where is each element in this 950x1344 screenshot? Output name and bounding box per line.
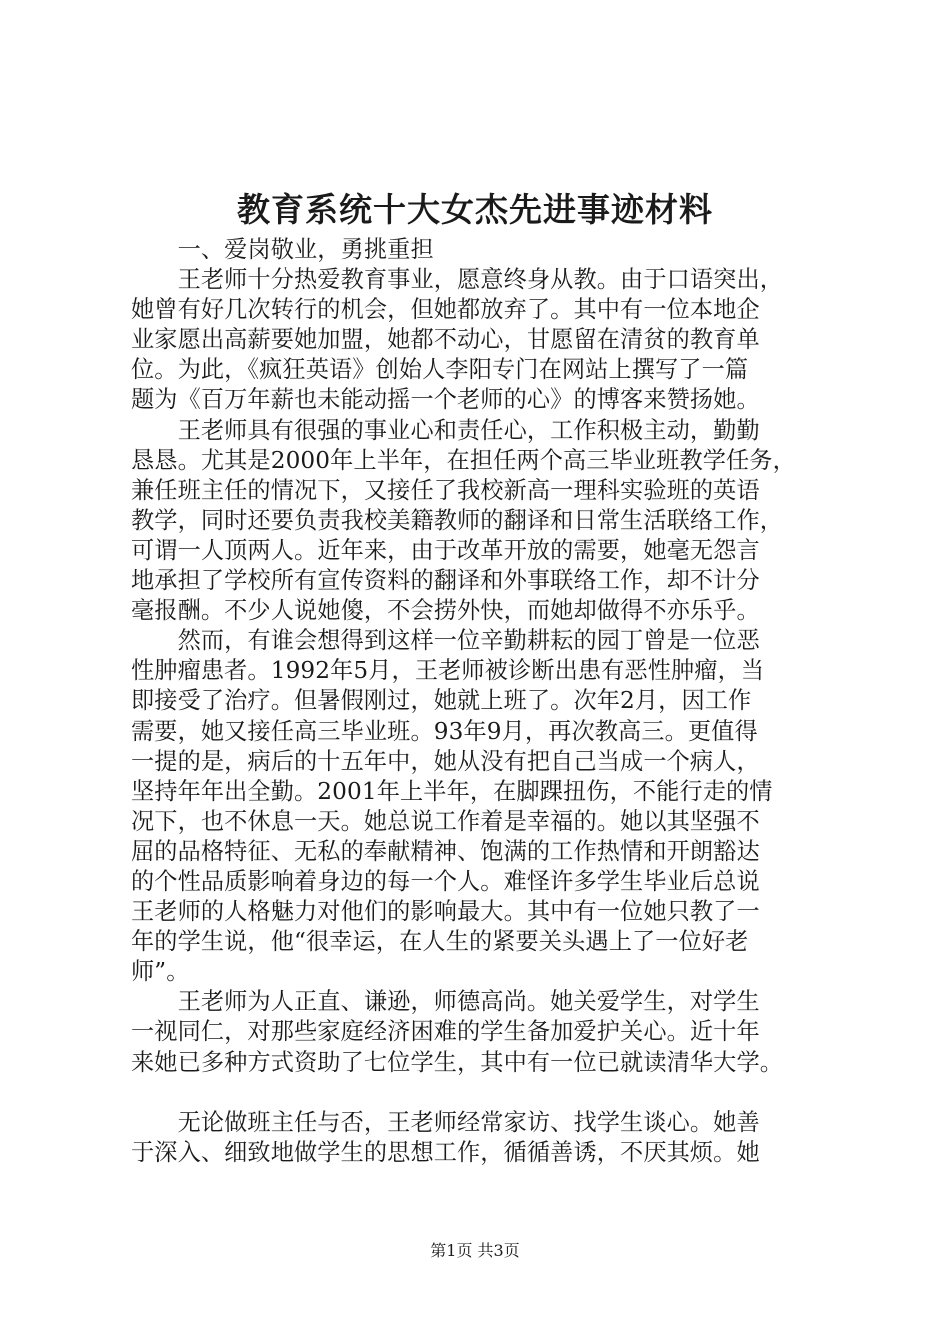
text-line: 然而，有谁会想得到这样一位辛勤耕耘的园丁曾是一位恶 — [131, 627, 760, 655]
text-line: 的个性品质影响着身边的每一个人。难怪许多学生毕业后总说 — [131, 867, 760, 895]
text-line: 师”。 — [131, 958, 190, 986]
text-line: 无论做班主任与否，王老师经常家访、找学生谈心。她善 — [131, 1108, 760, 1136]
text-line: 她曾有好几次转行的机会，但她都放弃了。其中有一位本地企 — [131, 296, 760, 324]
text-line: 来她已多种方式资助了七位学生，其中有一位已就读清华大学。 — [131, 1048, 784, 1076]
document-body — [131, 235, 821, 1168]
text-line: 屈的品格特征、无私的奉献精神、饱满的工作热情和开朗豁达 — [131, 837, 760, 865]
text-line: 王老师十分热爱教育事业，愿意终身从教。由于口语突出， — [131, 266, 784, 294]
text-line: 王老师具有很强的事业心和责任心，工作积极主动，勤勤 — [131, 416, 760, 444]
text-line: 一视同仁，对那些家庭经济困难的学生备加爱护关心。近十年 — [131, 1018, 760, 1046]
text-line: 地承担了学校所有宣传资料的翻译和外事联络工作，却不计分 — [131, 567, 760, 595]
text-line: 即接受了治疗。但暑假刚过，她就上班了。次年2月，因工作 — [131, 687, 752, 715]
text-line: 坚持年年出全勤。2001年上半年，在脚踝扭伤，不能行走的情 — [131, 777, 773, 805]
page-footer: 第1页 共3页 — [430, 1241, 520, 1260]
text-line: 一、爱岗敬业，勇挑重担 — [131, 236, 434, 263]
text-line: 需要，她又接任高三毕业班。93年9月，再次教高三。更值得 — [131, 717, 758, 745]
text-line: 王老师的人格魅力对他们的影响最大。其中有一位她只教了一 — [131, 898, 760, 926]
text-line: 题为《百万年薪也未能动摇一个老师的心》的博客来赞扬她。 — [131, 386, 760, 414]
document-title: 教育系统十大女杰先进事迹材料 — [237, 190, 713, 229]
text-line: 一提的是，病后的十五年中，她从没有把自己当成一个病人， — [131, 747, 760, 775]
text-line: 业家愿出高薪要她加盟，她都不动心，甘愿留在清贫的教育单 — [131, 326, 760, 354]
text-line: 于深入、细致地做学生的思想工作，循循善诱，不厌其烦。她 — [131, 1138, 760, 1166]
text-line: 可谓一人顶两人。近年来，由于改革开放的需要，她毫无怨言 — [131, 536, 760, 564]
blank-line — [131, 1078, 821, 1108]
text-line: 位。为此，《疯狂英语》创始人李阳专门在网站上撰写了一篇 — [131, 356, 749, 384]
text-line: 性肿瘤患者。1992年5月，王老师被诊断出患有恶性肿瘤，当 — [131, 657, 765, 685]
text-line: 况下，也不休息一天。她总说工作着是幸福的。她以其坚强不 — [131, 807, 760, 835]
text-line: 王老师为人正直、谦逊，师德高尚。她关爱学生，对学生 — [131, 988, 760, 1016]
text-line: 毫报酬。不少人说她傻，不会捞外快，而她却做得不亦乐乎。 — [131, 597, 760, 625]
text-line: 教学，同时还要负责我校美籍教师的翻译和日常生活联络工作， — [131, 506, 784, 534]
text-line: 兼任班主任的情况下，又接任了我校新高一理科实验班的英语 — [131, 476, 760, 504]
text-line: 恳恳。尤其是2000年上半年，在担任两个高三毕业班教学任务， — [131, 446, 796, 474]
text-line: 年的学生说，他“很幸运，在人生的紧要关头遇上了一位好老 — [131, 928, 749, 956]
